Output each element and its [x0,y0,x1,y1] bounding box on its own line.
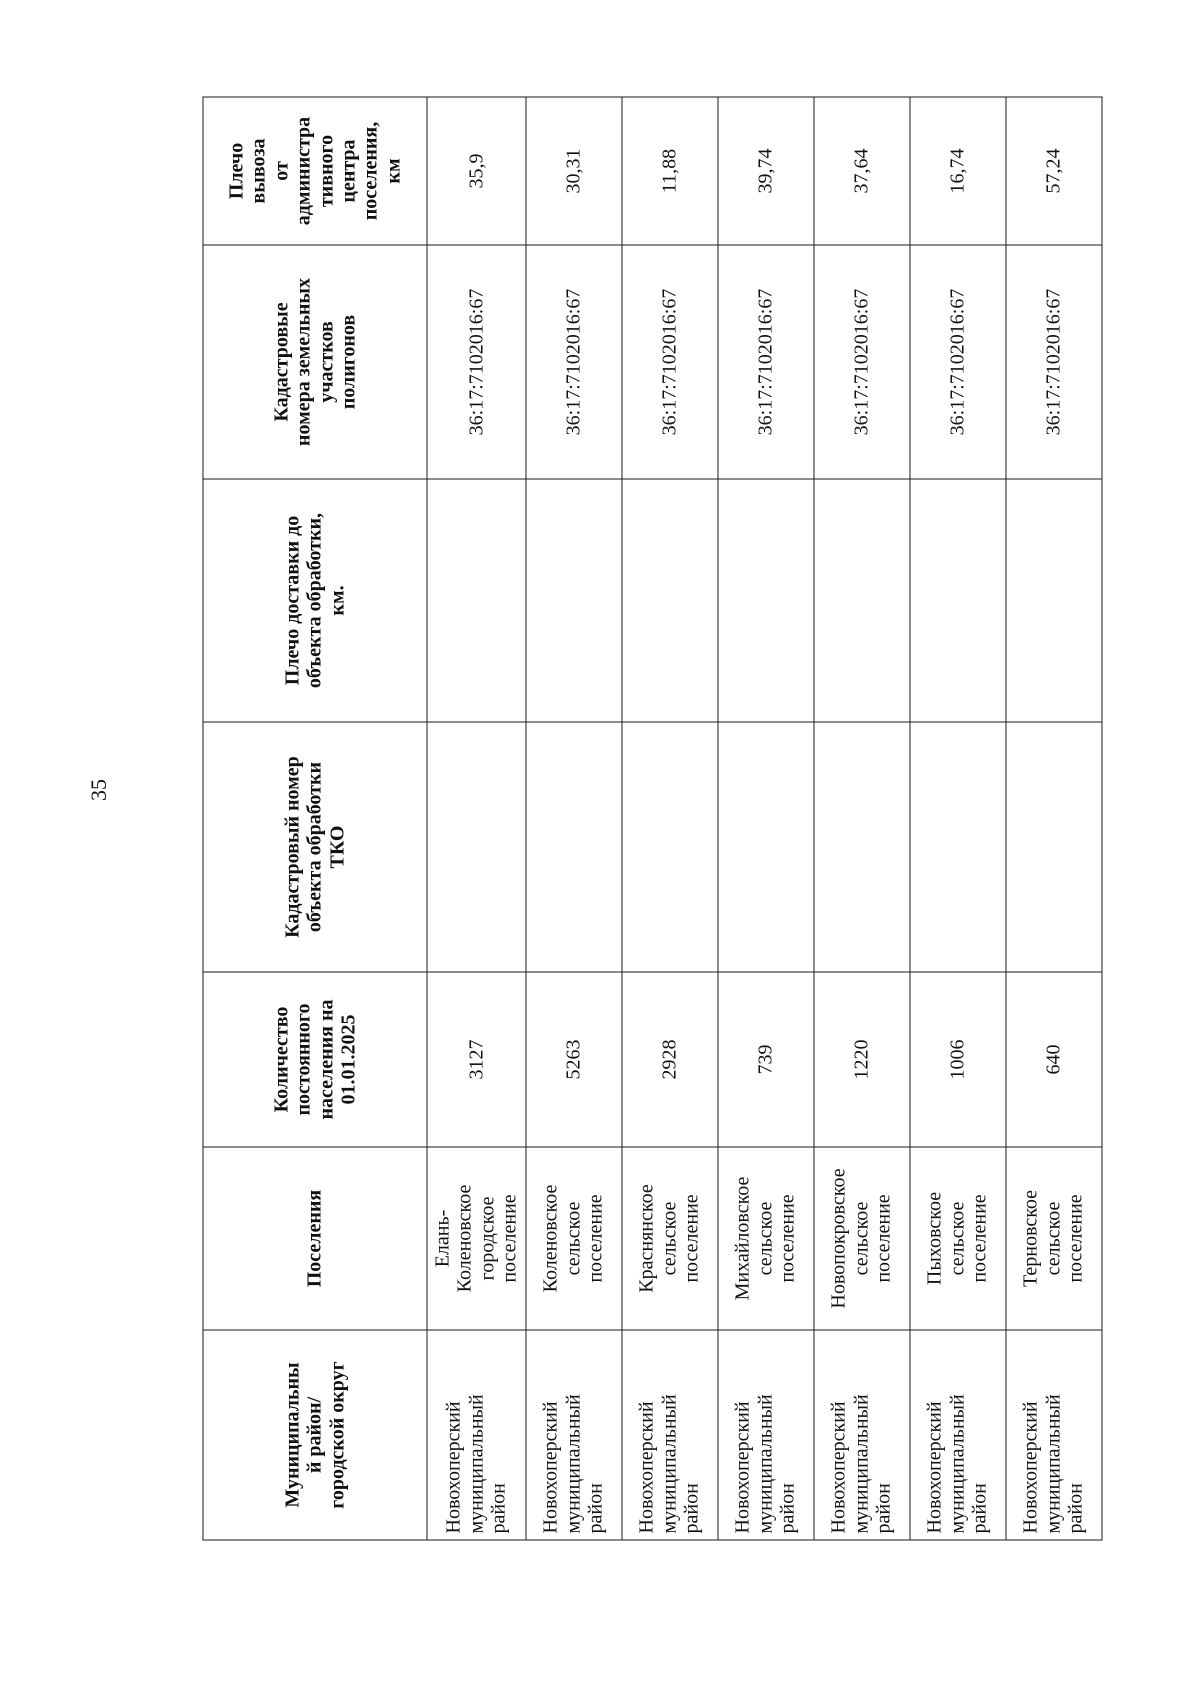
page-number-text: 35 [86,779,111,801]
header-settlement: Поселения [203,1147,427,1330]
cell-settlement: Пыховское сельское поселение [909,1147,1005,1330]
header-export-distance: Плечо вывоза от администра тивного центра поселения, км [203,97,427,245]
cell-processing-cadastral [909,722,1005,972]
landfill-table [202,96,1102,1540]
cell-landfill-cadastral: 36:17:7102016:67 [909,245,1005,479]
cell-delivery-distance [909,479,1005,722]
cell-export-distance: 30,31 [525,97,621,245]
cell-district: Новохоперский муниципальный район [525,1330,621,1540]
table-row [909,97,1005,1540]
landfill-table-frame [202,97,1098,1540]
cell-processing-cadastral [621,722,717,972]
table-row [1005,97,1101,1540]
cell-district: Новохоперский муниципальный район [427,1330,526,1540]
header-district: Муниципальны й район/ городской округ [203,1330,427,1540]
cell-landfill-cadastral: 36:17:7102016:67 [427,245,526,479]
table-row [813,97,909,1540]
cell-population: 2928 [621,972,717,1147]
cell-population: 3127 [427,972,526,1147]
cell-processing-cadastral [427,722,526,972]
page-number [84,770,114,810]
cell-district: Новохоперский муниципальный район [621,1330,717,1540]
cell-settlement: Краснянское сельское поселение [621,1147,717,1330]
cell-landfill-cadastral: 36:17:7102016:67 [717,245,813,479]
cell-settlement: Коленовское сельское поселение [525,1147,621,1330]
cell-population: 739 [717,972,813,1147]
cell-delivery-distance [427,479,526,722]
cell-delivery-distance [1005,479,1101,722]
cell-population: 1006 [909,972,1005,1147]
table-row [621,97,717,1540]
cell-landfill-cadastral: 36:17:7102016:67 [525,245,621,479]
cell-settlement: Терновское сельское поселение [1005,1147,1101,1330]
cell-export-distance: 16,74 [909,97,1005,245]
cell-settlement: Елань- Коленовское городское поселение [427,1147,526,1330]
cell-export-distance: 57,24 [1005,97,1101,245]
cell-processing-cadastral [1005,722,1101,972]
cell-processing-cadastral [813,722,909,972]
cell-delivery-distance [717,479,813,722]
cell-export-distance: 39,74 [717,97,813,245]
cell-district: Новохоперский муниципальный район [1005,1330,1101,1540]
cell-export-distance: 11,88 [621,97,717,245]
cell-population: 1220 [813,972,909,1147]
cell-settlement: Михайловское сельское поселение [717,1147,813,1330]
cell-district: Новохоперский муниципальный район [813,1330,909,1540]
table-row [717,97,813,1540]
landfill-table-rotated [202,97,1098,1540]
cell-district: Новохоперский муниципальный район [909,1330,1005,1540]
cell-population: 640 [1005,972,1101,1147]
header-landfill-cadastral: Кадастровые номера земельных участков полигонов [203,245,427,479]
cell-export-distance: 37,64 [813,97,909,245]
cell-district: Новохоперский муниципальный район [717,1330,813,1540]
cell-settlement: Новопокровское сельское поселение [813,1147,909,1330]
cell-delivery-distance [813,479,909,722]
cell-delivery-distance [621,479,717,722]
table-header-row [203,97,427,1540]
header-delivery-distance: Плечо доставки до объекта обработки, км. [203,479,427,722]
cell-landfill-cadastral: 36:17:7102016:67 [813,245,909,479]
cell-population: 5263 [525,972,621,1147]
cell-delivery-distance [525,479,621,722]
cell-landfill-cadastral: 36:17:7102016:67 [1005,245,1101,479]
cell-landfill-cadastral: 36:17:7102016:67 [621,245,717,479]
table-row [525,97,621,1540]
header-population: Количество постоянного населения на 01.01.2025 [203,972,427,1147]
table-row [427,97,526,1540]
cell-processing-cadastral [717,722,813,972]
header-processing-cadastral: Кадастровый номер объекта обработки ТКО [203,722,427,972]
cell-processing-cadastral [525,722,621,972]
cell-export-distance: 35,9 [427,97,526,245]
